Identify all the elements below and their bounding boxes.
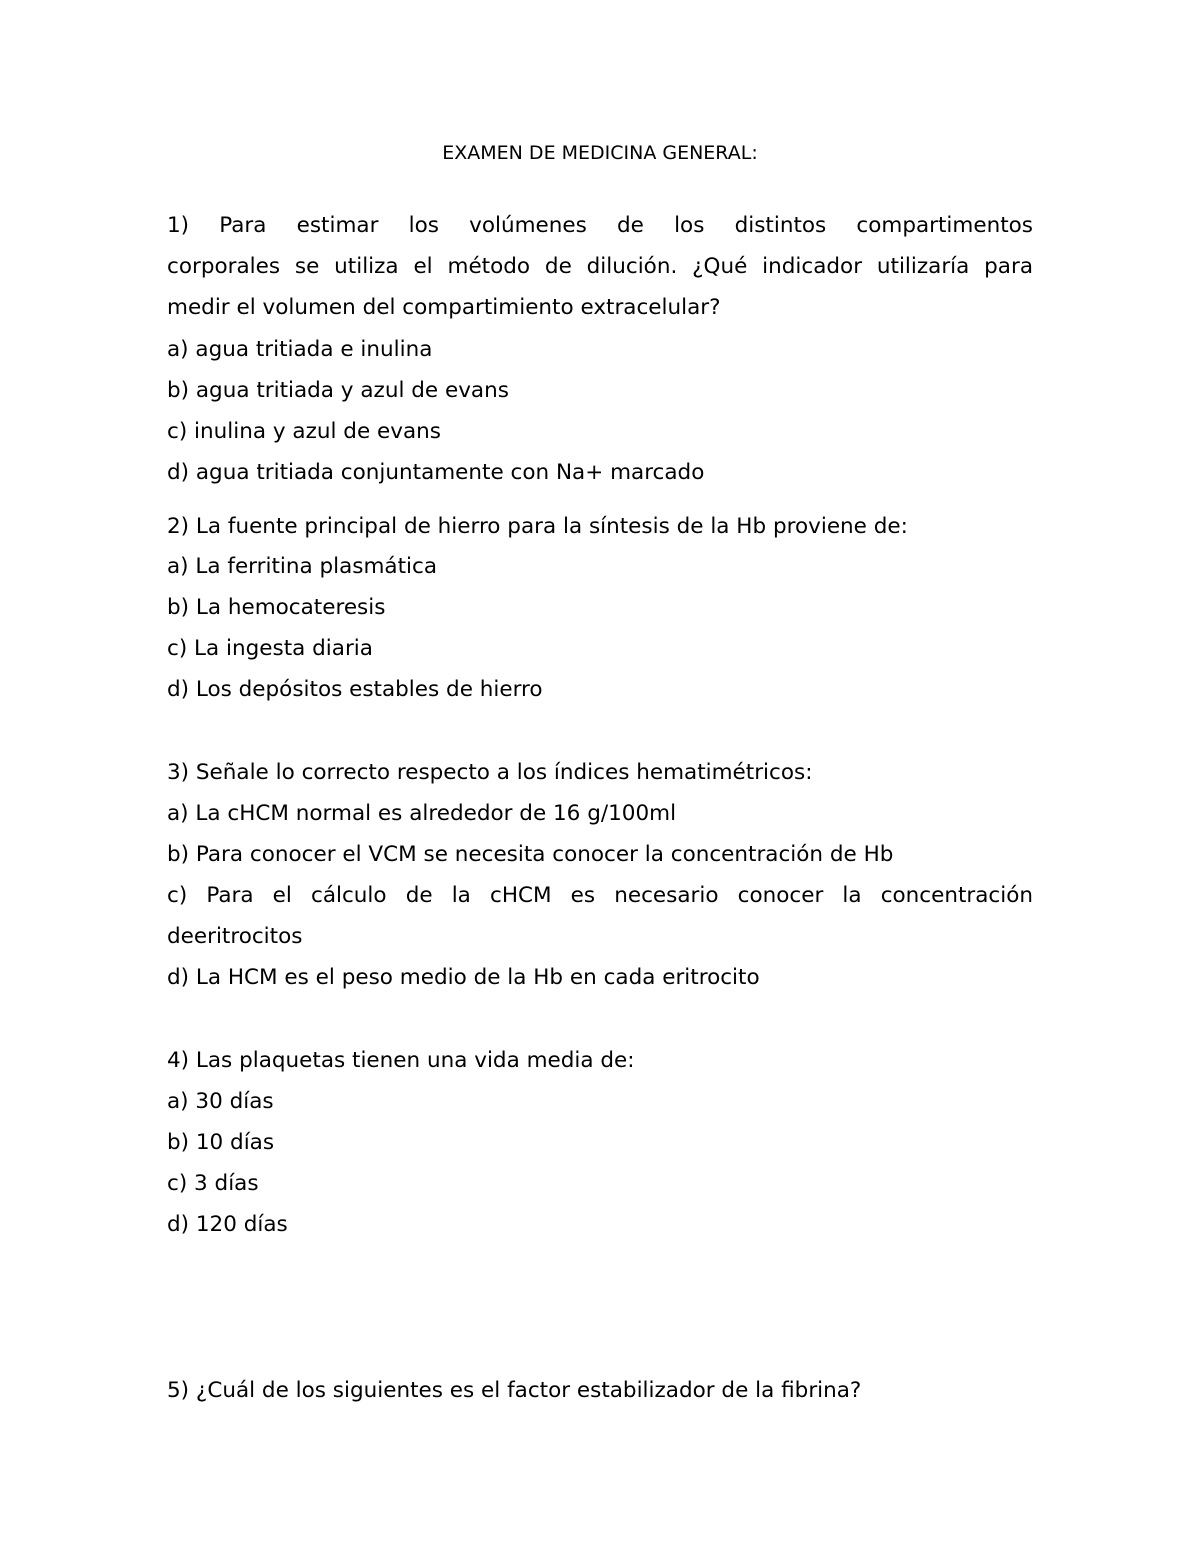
question-2-option-b: b) La hemocateresis [167, 595, 386, 620]
question-3-option-d: d) La HCM es el peso medio de la Hb en cada eritrocito [167, 965, 760, 990]
question-1-option-c: c) inulina y azul de evans [167, 419, 441, 444]
question-4-option-b: b) 10 días [167, 1130, 275, 1155]
question-1-line-2: corporales se utiliza el método de dilución. ¿Qué indicador utilizaría para [167, 254, 1033, 279]
question-3-option-b: b) Para conocer el VCM se necesita conocer la concentración de Hb [167, 842, 894, 867]
question-2-option-d: d) Los depósitos estables de hierro [167, 677, 543, 702]
question-3-option-a: a) La cHCM normal es alrededor de 16 g/100ml [167, 801, 677, 826]
question-1-option-a: a) agua tritiada e inulina [167, 337, 433, 362]
question-4-option-a: a) 30 días [167, 1089, 274, 1114]
question-4-option-c: c) 3 días [167, 1171, 259, 1196]
question-2-line-1: 2) La fuente principal de hierro para la síntesis de la Hb proviene de: [167, 514, 908, 539]
question-4-line-1: 4) Las plaquetas tienen una vida media de: [167, 1048, 635, 1073]
question-4-option-d: d) 120 días [167, 1212, 288, 1237]
question-3-option-c-continued: deeritrocitos [167, 924, 303, 949]
question-3-option-c: c) Para el cálculo de la cHCM es necesario conocer la concentración [167, 883, 1033, 908]
question-3-line-1: 3) Señale lo correcto respecto a los índices hematimétricos: [167, 760, 813, 785]
question-2-option-c: c) La ingesta diaria [167, 636, 373, 661]
question-1-option-b: b) agua tritiada y azul de evans [167, 378, 509, 403]
question-5-line-1: 5) ¿Cuál de los siguientes es el factor estabilizador de la fibrina? [167, 1378, 862, 1403]
question-2-option-a: a) La ferritina plasmática [167, 554, 438, 579]
document-title: EXAMEN DE MEDICINA GENERAL: [442, 142, 758, 164]
question-1-option-d: d) agua tritiada conjuntamente con Na+ marcado [167, 460, 705, 485]
question-1-line-3: medir el volumen del compartimiento extracelular? [167, 295, 721, 320]
question-1-line-1: 1) Para estimar los volúmenes de los distintos compartimentos [167, 213, 1033, 238]
